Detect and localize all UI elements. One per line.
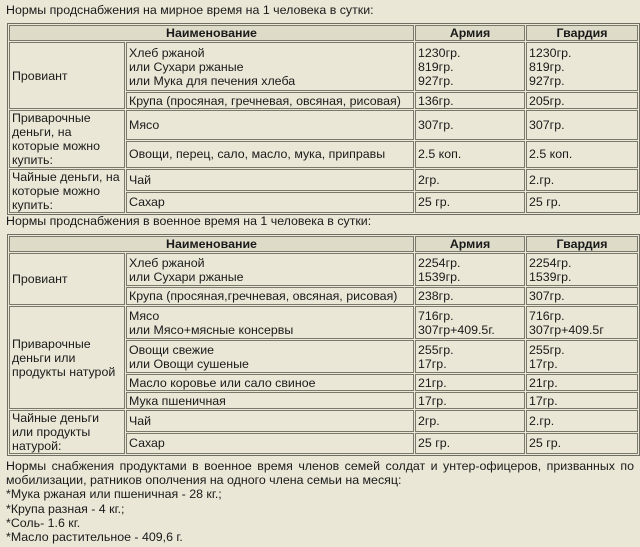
item-cell [126,192,414,214]
family-norm-item: *Мука ржаная или пшеничная - 28 кг.; [6,487,222,502]
army-value-cell [415,169,525,191]
army-value-line: 307гр+409.5г. [418,322,495,337]
guard-value-cell [526,410,638,432]
header-row [9,236,638,252]
guard-value-line: 2.гр. [529,172,555,187]
guard-value-line: 21гр. [529,375,558,390]
war-title: Нормы продснабжения в военное время на 1 человека в сутки: [6,214,372,228]
army-value-line: 238гр. [418,289,454,303]
table-row [9,110,638,140]
guard-value-line: 205гр. [529,93,565,108]
category-cell: Приварочные деньги, на которые можно купить: [9,110,125,168]
guard-value-cell [526,192,638,214]
army-value-line: 17гр. [418,393,447,408]
guard-value-cell [526,433,638,455]
army-value-line: 2гр. [418,172,440,187]
army-value-line: 819гр. [418,59,454,74]
guard-value-line: 307гр. [529,117,565,132]
guard-value-line: 25 гр. [529,195,562,210]
category-cell: Провиант [9,253,125,305]
item-line: Мясо [129,308,160,323]
item-cell [126,169,414,191]
peace-title: Нормы продснабжения на мирное время на 1 человека в сутки: [6,3,374,17]
army-value-cell [415,433,525,455]
guard-value-cell [526,42,638,91]
guard-value-cell [526,374,638,391]
family-norms-paragraph: Нормы снабжения продуктами в военное время членов семей солдат и унтер-офицеров, призванных по мобилизации, ратников ополчения на одного члена семьи на месяц: [6,459,634,488]
army-value-cell [415,287,525,305]
name-column-header: Наименование [9,236,414,252]
army-value-cell [415,192,525,214]
category-cell: Чайные деньги, на которые можно купить: [9,169,125,213]
header-row [9,25,638,41]
item-line: или Сухари ржаные [129,269,244,284]
peace-norms-table [7,23,640,215]
item-cell [126,306,414,339]
army-value-cell [415,410,525,432]
guard-value-cell [526,392,638,409]
army-value-line: 1230гр. [418,45,461,60]
item-cell [126,433,414,455]
army-column-header: Армия [415,25,525,41]
table-row [9,410,638,432]
guard-value-line: 307гр+409.5г [529,322,604,337]
item-line: Крупа (просяная, гречневая, овсяная, рисовая) [129,93,401,108]
item-cell [126,410,414,432]
guard-column-header: Гвардия [526,236,638,252]
army-value-cell [415,374,525,391]
army-value-line: 255гр. [418,342,454,357]
category-cell: Провиант [9,42,125,109]
guard-value-line: 255гр. [529,342,565,357]
family-norms-list [6,487,634,544]
guard-value-line: 1230гр. [529,45,572,60]
category-cell: Чайные деньги или продукты натурой: [9,410,125,454]
guard-value-cell [526,141,638,168]
army-value-line: 2гр. [418,413,440,428]
army-value-line: 927гр. [418,73,454,88]
item-line: Сахар [129,436,165,451]
guard-value-cell [526,169,638,191]
army-value-line: 136гр. [418,93,454,108]
name-column-header: Наименование [9,25,414,41]
item-cell [126,374,414,391]
army-value-cell [415,141,525,168]
guard-value-line: 927гр. [529,73,565,88]
item-line: Мясо [129,117,160,132]
guard-value-line: 2254гр. [529,255,572,270]
item-line: или Мука для печения хлеба [129,73,296,88]
item-line: Хлеб ржаной [129,45,205,60]
item-line: Масло коровье или сало свиное [129,375,316,390]
item-line: Мука пшеничная [129,393,226,408]
army-value-cell [415,306,525,339]
item-line: Овощи свежие [129,342,215,357]
army-value-cell [415,253,525,286]
guard-value-line: 1539гр. [529,269,572,284]
army-value-cell [415,42,525,91]
family-norm-item: *Масло растительное - 409,6 г. [6,530,183,545]
guard-value-line: 307гр. [529,289,565,303]
item-cell [126,392,414,409]
item-line: Сахар [129,195,165,210]
army-value-cell [415,92,525,109]
item-cell [126,42,414,91]
guard-value-line: 2.гр. [529,413,555,428]
item-cell [126,92,414,109]
table-row [9,306,638,339]
item-cell [126,110,414,140]
guard-value-cell [526,340,638,373]
army-value-line: 21гр. [418,375,447,390]
guard-value-cell [526,306,638,339]
family-norms-note [6,459,634,544]
item-cell [126,253,414,286]
guard-value-line: 25 гр. [529,436,562,451]
guard-value-line: 17гр. [529,393,558,408]
army-value-cell [415,340,525,373]
item-line: Крупа (просяная,гречневая, овсяная, рисовая) [129,289,398,303]
army-value-cell [415,110,525,140]
army-value-line: 2.5 коп. [418,147,462,162]
guard-value-line: 2.5 коп. [529,147,573,162]
guard-value-cell [526,92,638,109]
army-value-line: 716гр. [418,308,454,323]
table-row [9,253,638,286]
army-value-line: 25 гр. [418,195,451,210]
item-line: Чай [129,413,152,428]
guard-value-cell [526,253,638,286]
guard-value-cell [526,110,638,140]
item-cell [126,287,414,305]
guard-value-line: 716гр. [529,308,565,323]
family-norm-item: *Соль- 1.6 кг. [6,515,81,530]
item-line: Хлеб ржаной [129,255,205,270]
item-line: или Овощи сушеные [129,356,249,371]
guard-value-line: 819гр. [529,59,565,74]
item-cell [126,141,414,168]
item-line: Чай [129,172,152,187]
guard-value-cell [526,287,638,305]
table-row [9,169,638,191]
category-cell: Приварочные деньги или продукты натурой [9,306,125,409]
army-value-cell [415,392,525,409]
item-line: или Сухари ржаные [129,59,244,74]
guard-column-header: Гвардия [526,25,638,41]
item-line: Овощи, перец, сало, масло, мука, приправы [129,147,386,162]
family-norm-item: *Крупа разная - 4 кг.; [6,501,125,516]
army-value-line: 307гр. [418,117,454,132]
army-column-header: Армия [415,236,525,252]
army-value-line: 25 гр. [418,436,451,451]
item-line: или Мясо+мясные консервы [129,322,294,337]
army-value-line: 2254гр. [418,255,461,270]
army-value-line: 17гр. [418,356,447,371]
table-row [9,42,638,91]
guard-value-line: 17гр. [529,356,558,371]
army-value-line: 1539гр. [418,269,461,284]
item-cell [126,340,414,373]
war-norms-table [7,234,640,456]
